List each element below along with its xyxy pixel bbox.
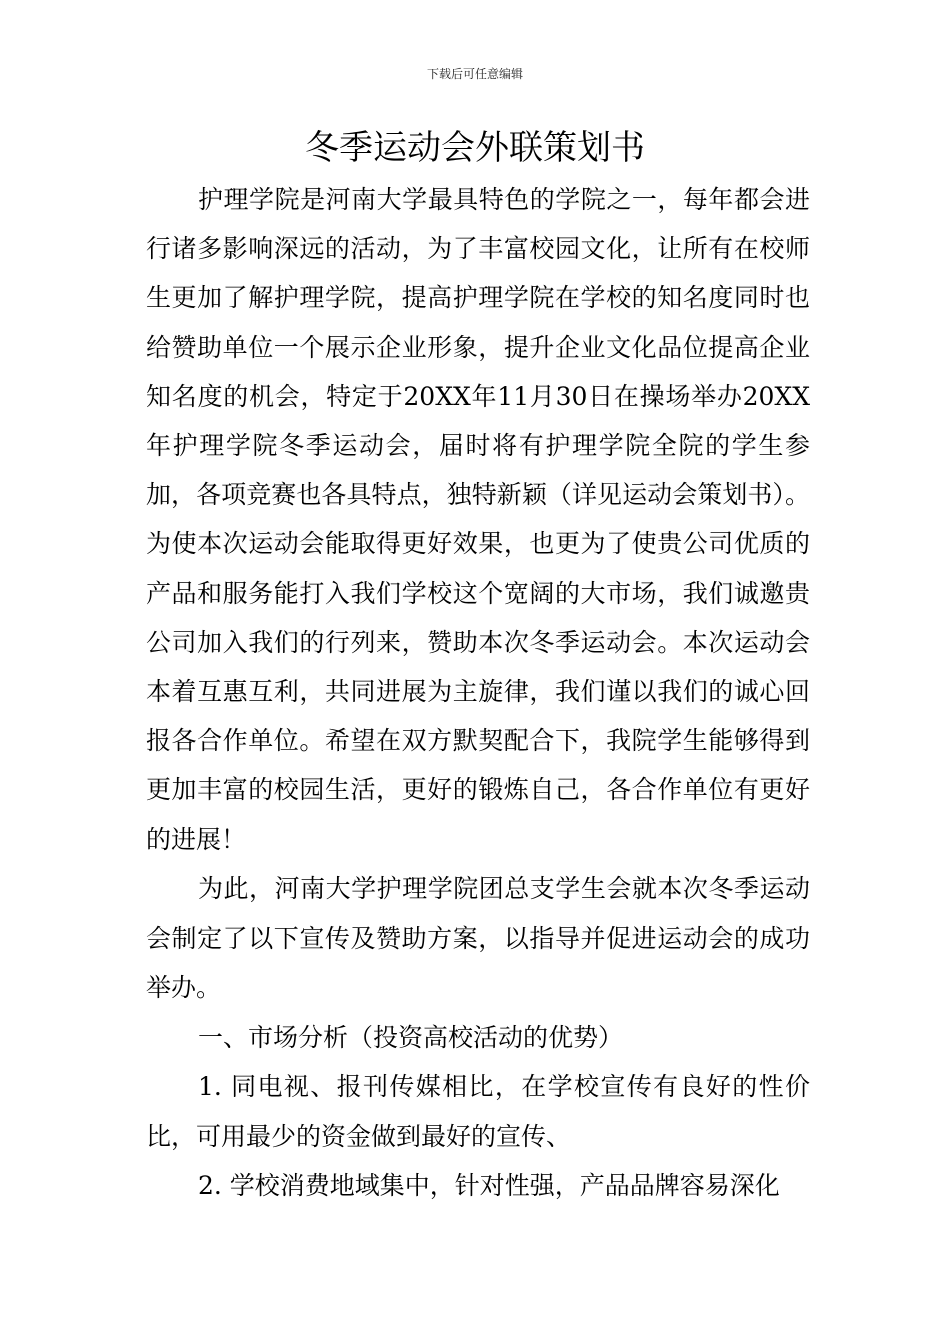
section-heading-market-analysis: 一、市场分析（投资高校活动的优势） [198,1022,624,1052]
paragraph-purpose: 为此，河南大学护理学院团总支学生会就本次冬季运动会制定了以下宣传及赞助方案，以指导并促进运动会的成功举办。 [146,874,810,1002]
paragraph-intro: 护理学院是河南大学最具特色的学院之一，每年都会进行诸多影响深远的活动，为了丰富校园文化，让所有在校师生更加了解护理学院，提高护理学院在学校的知名度同时也给赞助单位一个展示企业形象，提升企业文化品位提高企业知名度的机会，特定于20XX年11月30日在操场举办20XX年护理学院冬季运动会，届时将有护理学院全院的学生参加，各项竞赛也各具特点，独特新颖（详见运动会策划书）。为使本次运动会能取得更好效果，也更为了使贵公司优质的产品和服务能打入我们学校这个宽阔的大市场，我们诚邀贵公司加入我们的行列来，赞助本次冬季运动会。本次运动会本着互惠互利，共同进展为主旋律，我们谨以我们的诚心回报各合作单位。希望在双方默契配合下，我院学生能够得到更加丰富的校园生活，更好的锻炼自己，各合作单位有更好的进展！ [146,185,810,854]
header-note: 下载后可任意编辑 [426,67,523,81]
document-body [146,175,810,1211]
list-item-2: 2. 学校消费地域集中，针对性强，产品品牌容易深化 [198,1171,780,1201]
document-title: 冬季运动会外联策划书 [305,128,645,168]
list-item-1: 1. 同电视、报刊传媒相比，在学校宣传有良好的性价比，可用最少的资金做到最好的宣传、 [146,1072,810,1151]
